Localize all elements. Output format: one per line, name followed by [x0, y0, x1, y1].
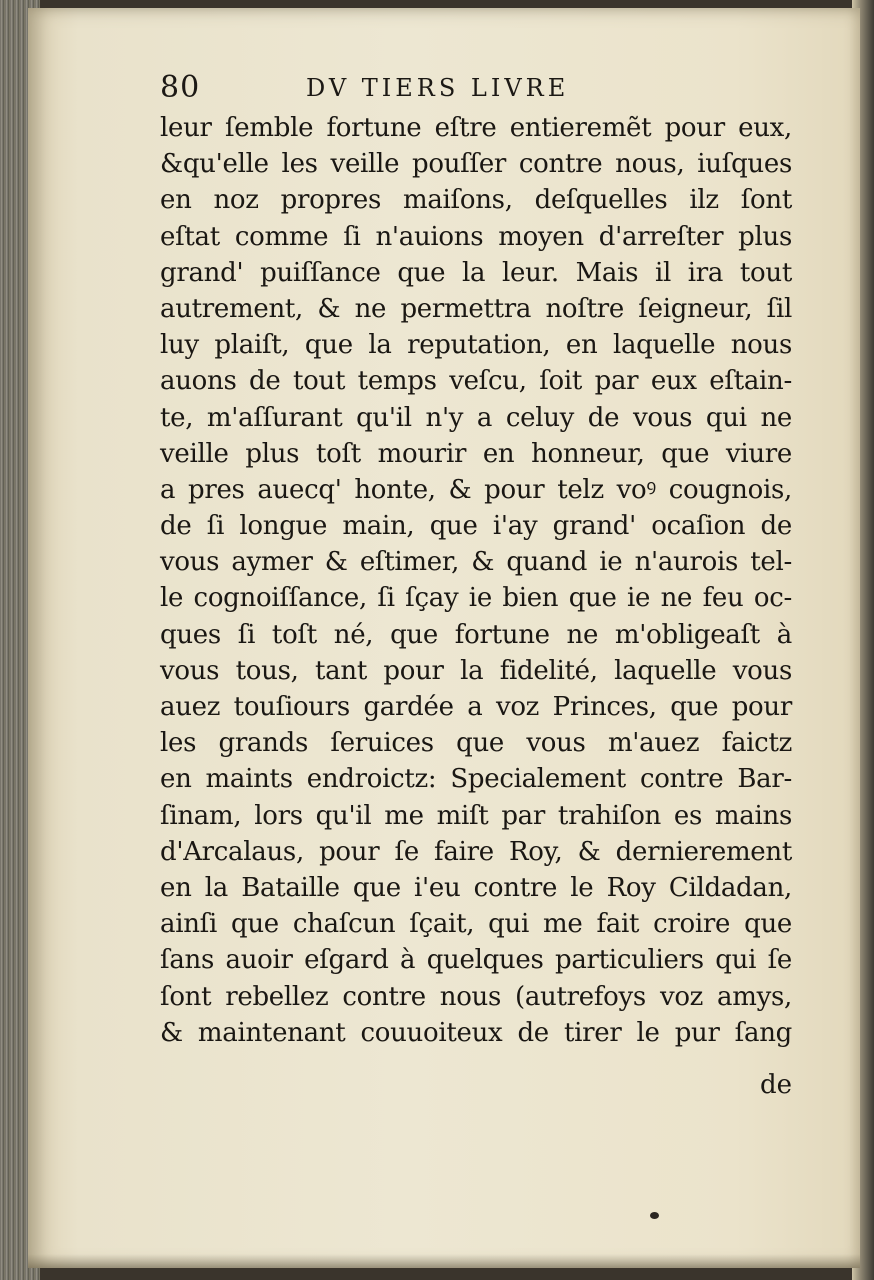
text-line: luy plaiſt, que la reputation, en laquelle nous: [160, 330, 792, 361]
text-line: ainſi que chaſcun ſçait, qui me fait croire que: [160, 909, 792, 940]
text-line: ſinam, lors qu'il me miſt par trahiſon es mains: [160, 800, 792, 831]
page-header: [28, 70, 860, 114]
text-line: en maints endroictz: Specialement contre Bar-: [160, 764, 792, 795]
text-line: eſtat comme ſi n'auions moyen d'arreſter plus: [160, 221, 792, 252]
text-line: a pres auecq' honte, & pour telz voꝰ cougnois,: [160, 474, 792, 505]
text-line: ques ſi toſt né, que fortune ne m'obligeaſt à: [160, 619, 792, 650]
text-line: les grands ſeruices que vous m'auez faictz: [160, 728, 792, 759]
book-page: [28, 8, 860, 1268]
text-block: [160, 110, 792, 1051]
catchword: de: [760, 1070, 793, 1100]
running-head: DV TIERS LIVRE: [306, 74, 570, 102]
text-line: te, m'aſſurant qu'il n'y a celuy de vous qui ne: [160, 402, 792, 433]
text-line: grand' puiſſance que la leur. Mais il ira tout: [160, 257, 792, 288]
text-line: en la Bataille que i'eu contre le Roy Cildadan,: [160, 872, 792, 903]
text-line: de ſi longue main, que i'ay grand' ocaſion de: [160, 511, 792, 542]
text-line: auez touſiours gardée a voz Princes, que pour: [160, 692, 792, 722]
text-line: vous tous, tant pour la fidelité, laquelle vous: [160, 655, 792, 686]
text-line: auons de tout temps veſcu, ſoit par eux eſtain-: [160, 366, 792, 397]
text-line: ſans auoir eſgard à quelques particuliers qui ſe: [160, 945, 792, 976]
ink-spot: [650, 1212, 659, 1219]
text-line: en noz propres maiſons, deſquelles ilz ſont: [160, 185, 792, 216]
text-line: d'Arcalaus, pour ſe faire Roy, & dernierement: [160, 836, 792, 867]
text-line: autrement, & ne permettra noſtre ſeigneur, ſil: [160, 293, 792, 324]
text-line: vous aymer & eſtimer, & quand ie n'aurois tel-: [160, 547, 792, 578]
text-line: leur ſemble fortune eſtre entieremẽt pour eux,: [160, 113, 792, 143]
text-line: veille plus toſt mourir en honneur, que viure: [160, 438, 792, 469]
text-line: ſont rebellez contre nous (autrefoys voz amys,: [160, 981, 792, 1012]
text-line: &qu'elle les veille pouſſer contre nous, iuſques: [160, 149, 792, 180]
text-line: & maintenant couuoiteux de tirer le pur ſang: [160, 1017, 792, 1048]
text-line: le cognoiſſance, ſi ſçay ie bien que ie ne feu oc-: [160, 583, 792, 614]
page-number: 80: [160, 70, 201, 105]
